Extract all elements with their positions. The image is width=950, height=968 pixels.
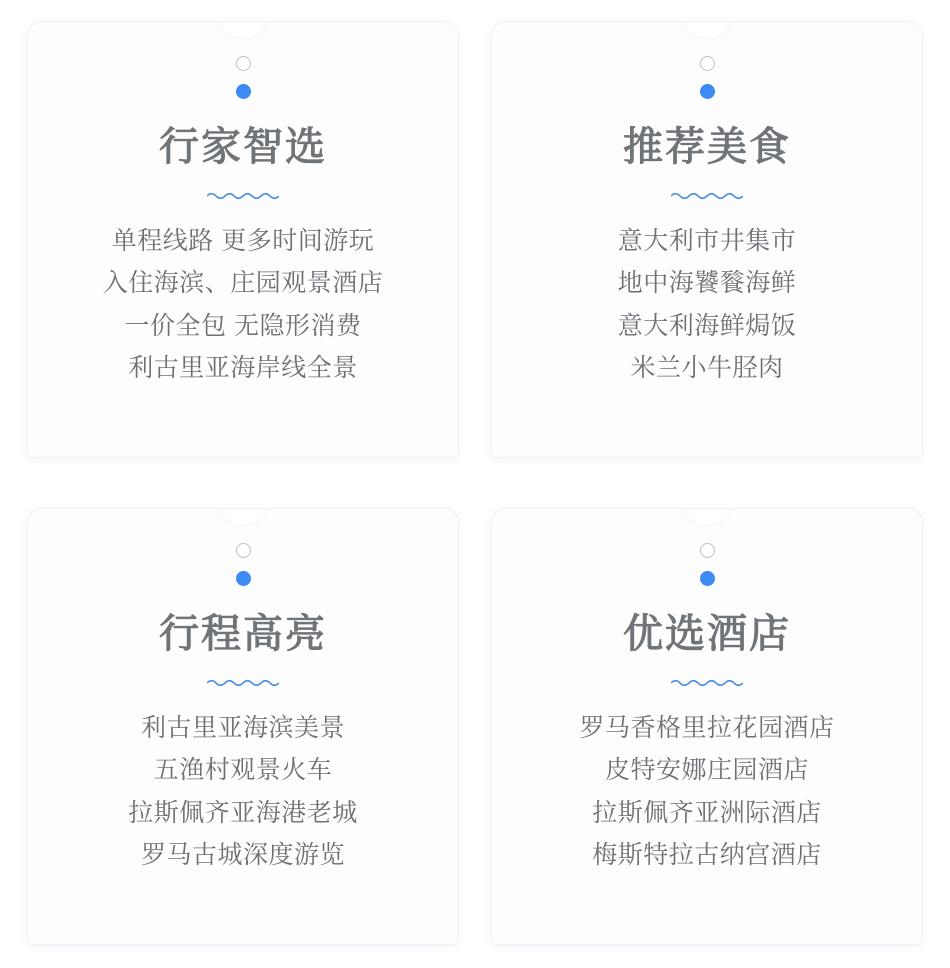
- card-title: 行家智选: [159, 125, 327, 169]
- card-line: 意大利市井集市: [617, 227, 797, 255]
- card-line: 利古里亚海滨美景: [140, 714, 345, 742]
- card-line-list: [103, 226, 384, 384]
- card-line: 罗马香格里拉花园酒店: [579, 714, 835, 742]
- card-line: 利古里亚海岸线全景: [128, 353, 358, 382]
- card-line-list: [618, 226, 797, 384]
- card-line: 单程线路 更多时间游玩: [111, 227, 375, 255]
- wave-divider-icon: [207, 678, 279, 687]
- card-line-list: [579, 713, 834, 871]
- card-line: 拉斯佩齐亚海港老城: [128, 798, 358, 827]
- feature-card: [28, 509, 458, 944]
- feature-card: [492, 22, 922, 457]
- feature-card: [492, 509, 922, 944]
- card-line: 一价全包 无隐形消费: [124, 311, 362, 340]
- card-title: 行程高亮: [159, 612, 327, 656]
- wave-divider-icon: [671, 191, 743, 200]
- wave-divider-icon: [207, 191, 279, 200]
- punch-hole-icon: [700, 56, 715, 71]
- card-line: 罗马古城深度游览: [140, 840, 345, 869]
- card-line: 五渔村观景火车: [153, 756, 333, 785]
- card-line: 皮特安娜庄园酒店: [604, 756, 809, 785]
- wave-divider-icon: [671, 678, 743, 687]
- card-title: 优选酒店: [623, 612, 791, 656]
- punch-hole-icon: [700, 543, 715, 558]
- accent-dot-icon: [700, 84, 715, 99]
- accent-dot-icon: [700, 571, 715, 586]
- card-line: 拉斯佩齐亚洲际酒店: [592, 798, 822, 827]
- card-line: 意大利海鲜焗饭: [617, 311, 797, 340]
- card-line: 梅斯特拉古纳宫酒店: [592, 840, 822, 869]
- accent-dot-icon: [236, 84, 251, 99]
- accent-dot-icon: [236, 571, 251, 586]
- card-line-list: [128, 713, 358, 871]
- card-title: 推荐美食: [623, 125, 791, 169]
- card-line: 米兰小牛胫肉: [630, 353, 784, 382]
- punch-hole-icon: [236, 543, 251, 558]
- punch-hole-icon: [236, 56, 251, 71]
- card-line: 入住海滨、庄园观景酒店: [102, 269, 384, 298]
- feature-card: [28, 22, 458, 457]
- card-line: 地中海饕餮海鲜: [617, 269, 797, 298]
